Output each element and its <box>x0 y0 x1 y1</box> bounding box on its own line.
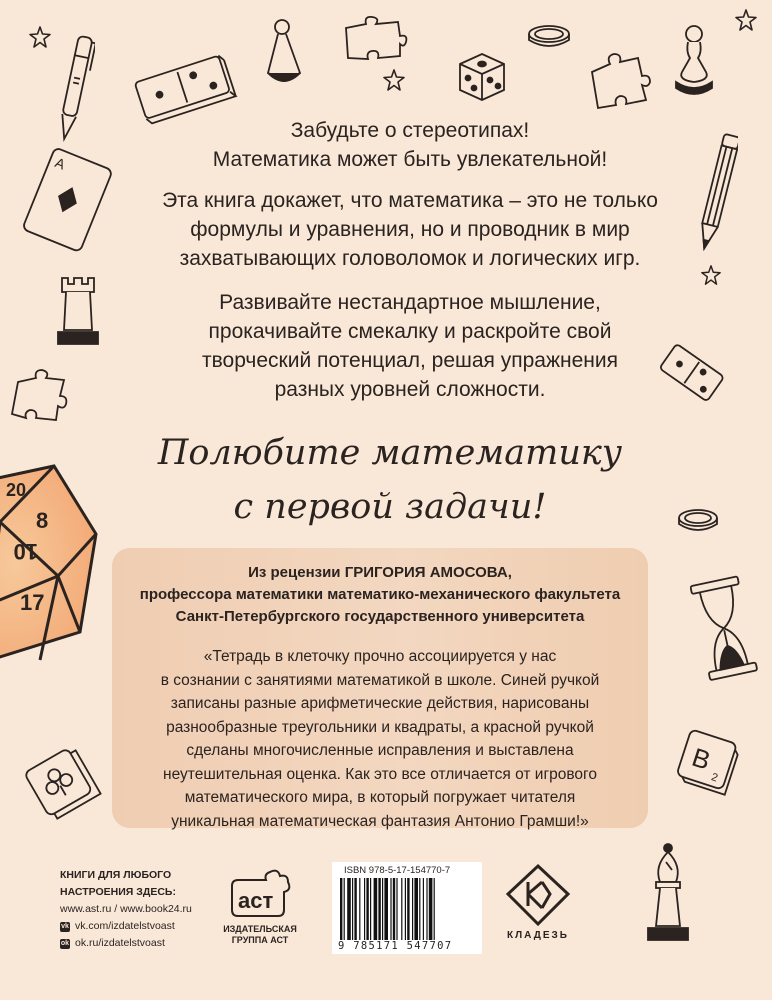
barcode-bar <box>414 878 418 940</box>
ast-label-line: ГРУППА АСТ <box>231 935 289 945</box>
barcode-bar <box>359 878 360 940</box>
footer-websites-link[interactable]: www.ast.ru / www.book24.ru <box>60 903 192 915</box>
barcode-bar <box>352 878 353 940</box>
barcode-bars <box>340 878 474 940</box>
barcode-bar <box>374 878 378 940</box>
footer-links <box>60 867 230 952</box>
intro-paragraph-line: захватывающих головоломок и логических игр. <box>179 247 641 270</box>
barcode-bar <box>407 878 409 940</box>
review-box <box>112 548 648 828</box>
hourglass-icon <box>690 574 760 684</box>
bishop-icon <box>636 840 696 950</box>
barcode-bar <box>393 878 395 940</box>
svg-text:20: 20 <box>6 480 27 500</box>
ast-logo-icon <box>222 866 298 922</box>
playing-card-icon <box>18 146 118 256</box>
svg-text:аст: аст <box>238 888 274 913</box>
star-icon <box>700 264 722 286</box>
kladez-diamond-icon <box>498 862 578 928</box>
svg-text:2: 2 <box>709 771 720 785</box>
footer-books-heading: КНИГИ ДЛЯ ЛЮБОГО <box>60 869 172 881</box>
star-icon <box>28 25 52 49</box>
intro-paragraph-line: формулы и уравнения, но и проводник в мир <box>190 218 630 241</box>
footer-ok-row[interactable] <box>60 935 230 952</box>
intro-paragraph-1 <box>150 186 670 273</box>
review-source <box>112 562 648 628</box>
svg-text:A: A <box>52 154 68 173</box>
slogan-line: Полюбите математику <box>157 433 623 473</box>
review-quote-line: «Тетрадь в клеточку прочно ассоциируется у нас <box>203 648 557 665</box>
slogan <box>130 426 650 534</box>
review-quote-line: неутешительная оценка. Как это все отличается от игрового <box>163 765 597 783</box>
intro-paragraph-line: Эта книга докажет, что математика – это не только <box>162 189 658 212</box>
review-quote-line: разнообразные треугольники и квадраты, а красной ручкой <box>166 718 594 736</box>
dice-icon <box>452 46 512 106</box>
review-quote-line: в сознании с занятиями математикой в школе. Синей ручкой <box>160 671 600 689</box>
barcode <box>332 862 482 954</box>
intro-paragraph-line: творческий потенциал, решая упражнения <box>202 349 618 372</box>
ok-icon: ok <box>60 939 70 947</box>
clover-tile-icon <box>18 740 104 826</box>
barcode-digits: 9 785171 547707 <box>338 940 453 952</box>
barcode-bar <box>384 878 388 940</box>
barcode-bar <box>429 878 433 940</box>
barcode-bar <box>344 878 345 940</box>
review-quote-line: математического мира, в который погружает читателя <box>184 789 576 806</box>
puzzle-piece-icon <box>584 52 654 110</box>
review-source-line: Из рецензии ГРИГОРИЯ АМОСОВА, <box>248 564 512 581</box>
intro-hook-line: Забудьте о стереотипах! <box>290 119 530 142</box>
barcode-bar <box>396 878 397 940</box>
barcode-bar <box>354 878 356 940</box>
svg-text:17: 17 <box>20 590 45 615</box>
intro-hook <box>150 116 670 174</box>
barcode-bar <box>366 878 368 940</box>
footer-books-heading: НАСТРОЕНИЯ ЗДЕСЬ: <box>60 886 176 898</box>
footer-vk-link[interactable]: vk.com/izdatelstvoast <box>75 920 175 932</box>
kladez-logo <box>498 862 578 952</box>
review-quote <box>138 645 622 833</box>
kladez-label: КЛАДЕЗЬ <box>507 930 569 941</box>
pawn-icon <box>256 15 312 95</box>
d20-dice-icon <box>0 464 100 670</box>
barcode-bar <box>370 878 371 940</box>
barcode-bar <box>405 878 406 940</box>
pen-icon <box>55 28 95 148</box>
ast-label-line: ИЗДАТЕЛЬСКАЯ <box>223 924 297 934</box>
barcode-bar <box>434 878 435 940</box>
intro-hook-line: Математика может быть увлекательной! <box>212 148 608 171</box>
pencil-icon <box>698 128 738 258</box>
slogan-line: с первой задачи! <box>233 487 547 527</box>
review-quote-line: уникальная математическая фантазия Антонио Грамши!» <box>171 812 589 830</box>
ast-logo <box>222 866 298 946</box>
barcode-bar <box>401 878 402 940</box>
star-icon <box>734 8 758 32</box>
barcode-bar <box>423 878 424 940</box>
puzzle-piece-icon <box>8 366 78 426</box>
coin-icon <box>524 22 574 52</box>
domino-icon <box>128 46 238 126</box>
barcode-bar <box>426 878 427 940</box>
star-icon <box>382 68 406 92</box>
scrabble-tile-icon <box>668 722 748 802</box>
barcode-bar <box>378 878 380 940</box>
barcode-bar <box>382 878 383 940</box>
pawn-icon <box>668 22 720 98</box>
vk-icon: vk <box>61 922 69 930</box>
rook-icon <box>50 272 106 352</box>
coin-icon <box>674 506 722 536</box>
intro-paragraph-line: прокачивайте смекалку и раскройте свой <box>208 320 612 343</box>
review-source-line: профессора математики математико-механического факультета <box>139 586 621 603</box>
barcode-bar <box>390 878 391 940</box>
ast-label <box>222 924 298 946</box>
svg-text:8: 8 <box>36 508 49 533</box>
review-quote-line: записаны разные арифметические действия, нарисованы <box>170 695 590 712</box>
barcode-bar <box>340 878 342 940</box>
footer-ok-link[interactable]: ok.ru/izdatelstvoast <box>75 937 165 949</box>
intro-paragraph-line: Развивайте нестандартное мышление, <box>219 291 601 314</box>
review-source-line: Санкт-Петербургского государственного университета <box>175 608 585 625</box>
barcode-bar <box>347 878 351 940</box>
review-quote-line: сделаны многочисленные исправления и выставлена <box>186 742 574 759</box>
footer-vk-row[interactable] <box>60 918 230 935</box>
barcode-bar <box>419 878 420 940</box>
barcode-bar <box>412 878 413 940</box>
isbn-text: ISBN 978-5-17-154770-7 <box>344 865 451 876</box>
svg-text:10: 10 <box>13 539 38 564</box>
svg-text:В: В <box>688 741 715 776</box>
intro-paragraph-2 <box>150 288 670 404</box>
barcode-bar <box>364 878 365 940</box>
puzzle-piece-icon <box>340 14 410 64</box>
intro-paragraph-line: разных уровней сложности. <box>274 378 546 401</box>
